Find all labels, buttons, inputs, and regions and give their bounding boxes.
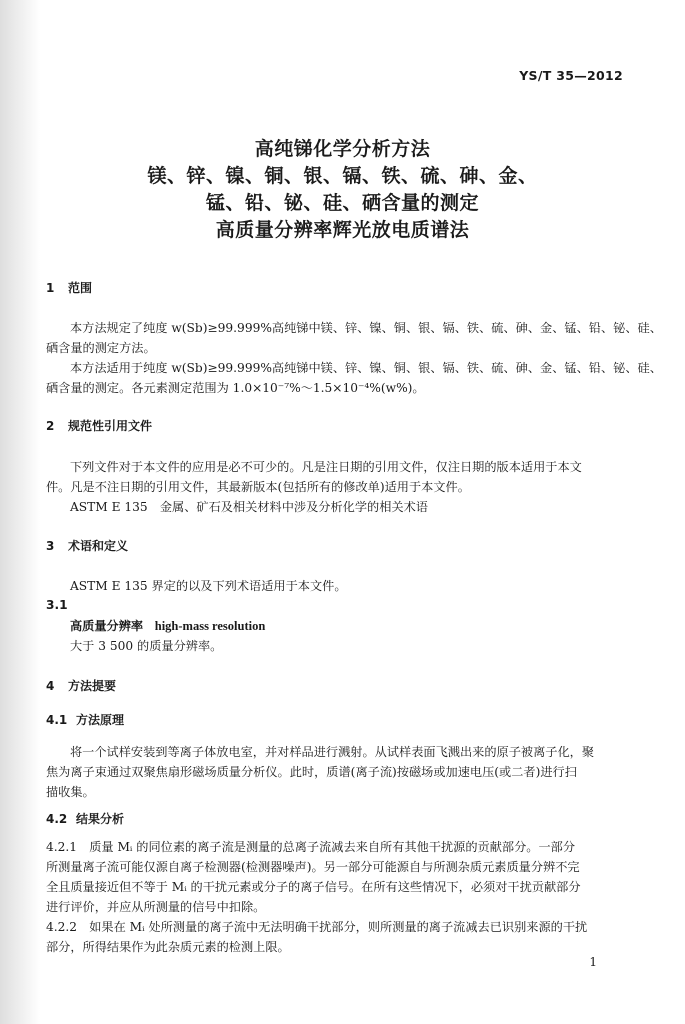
paragraph-line: 将一个试样安装到等离子体放电室，并对样品进行溅射。从试样表面飞溅出来的原子被离子化，聚 <box>70 745 595 759</box>
term-english: high-mass resolution <box>154 619 266 633</box>
paragraph-line: 部分，所得结果作为此杂质元素的检测上限。 <box>46 940 290 954</box>
paragraph-line: 所测量离子流可能仅源自离子检测器(检测器噪声)。另一部分可能源自与所测杂质元素质量分辨不完 <box>46 860 580 874</box>
section-title: 方法提要 <box>68 679 117 693</box>
paragraph-line: 硒含量的测定方法。 <box>46 341 156 355</box>
paragraph-line: 件。凡是不注日期的引用文件，其最新版本(包括所有的修改单)适用于本文件。 <box>46 480 470 494</box>
paragraph-line: 本方法规定了纯度 w(Sb)≥99.999%高纯锑中镁、锌、镍、铜、银、镉、铁、硫、砷、金、锰、铅、铋、硅、 <box>70 321 662 335</box>
paragraph-line: 焦为离子束通过双聚焦扇形磁场质量分析仪。此时，质谱(离子流)按磁场或加速电压(或二者)进行扫 <box>46 765 577 779</box>
section-title: 规范性引用文件 <box>68 419 153 433</box>
subsection-4-1-heading <box>46 711 124 728</box>
section-number: 1 <box>46 281 55 295</box>
paragraph-line: 4.2.2 如果在 Mᵢ 处所测量的离子流中无法明确干扰部分，则所测量的离子流减去已识别来源的干扰 <box>46 920 588 934</box>
subsection-number: 4.2 <box>46 812 68 826</box>
subsection-number: 3.1 <box>46 598 68 612</box>
subsection-title: 方法原理 <box>76 713 125 727</box>
section-1-heading <box>46 279 92 296</box>
normative-reference: ASTM E 135 金属、矿石及相关材料中涉及分析化学的相关术语 <box>70 500 428 514</box>
section-3-heading <box>46 537 128 554</box>
title-line-3: 锰、铅、铋、硅、硒含量的测定 <box>205 192 479 214</box>
page-number: 1 <box>589 955 597 969</box>
section-number: 2 <box>46 419 55 433</box>
term-definition: 大于 3 500 的质量分辨率。 <box>70 639 223 653</box>
subsection-4-2-heading <box>46 810 124 827</box>
paragraph-line: 4.2.1 质量 Mᵢ 的同位素的离子流是测量的总离子流减去来自所有其他干扰源的贡献部分。一部分 <box>46 840 576 854</box>
section-title: 术语和定义 <box>68 539 129 553</box>
section-title: 范围 <box>68 281 93 295</box>
paragraph-line: 硒含量的测定。各元素测定范围为 1.0×10⁻⁷%～1.5×10⁻⁴%(w%)。 <box>46 381 425 395</box>
section-number: 4 <box>46 679 55 693</box>
standard-code: YS/T 35—2012 <box>519 68 623 83</box>
paragraph-line: 下列文件对于本文件的应用是必不可少的。凡是注日期的引用文件，仅注日期的版本适用于本文 <box>70 460 582 474</box>
paragraph-line: 描收集。 <box>46 785 95 799</box>
paragraph-line: 进行评价，并应从所测量的信号中扣除。 <box>46 900 266 914</box>
paragraph-line: 本方法适用于纯度 w(Sb)≥99.999%高纯锑中镁、锌、镍、铜、银、镉、铁、硫、砷、金、锰、铅、铋、硅、 <box>70 361 662 375</box>
title-line-4: 高质量分辨率辉光放电质谱法 <box>215 219 470 241</box>
title-line-2: 镁、锌、镍、铜、银、镉、铁、硫、砷、金、 <box>147 165 538 187</box>
paragraph-line: 全且质量接近但不等于 Mᵢ 的干扰元素或分子的离子信号。在所有这些情况下，必须对干扰贡献部分 <box>46 880 581 894</box>
term-chinese: 高质量分辨率 <box>70 619 144 633</box>
paragraph-line: ASTM E 135 界定的以及下列术语适用于本文件。 <box>70 579 347 593</box>
term-entry <box>70 617 265 634</box>
subsection-number: 4.1 <box>46 713 68 727</box>
title-line-1: 高纯锑化学分析方法 <box>254 138 431 160</box>
section-2-heading <box>46 417 152 434</box>
section-4-heading <box>46 677 116 694</box>
section-number: 3 <box>46 539 55 553</box>
subsection-title: 结果分析 <box>76 812 125 826</box>
